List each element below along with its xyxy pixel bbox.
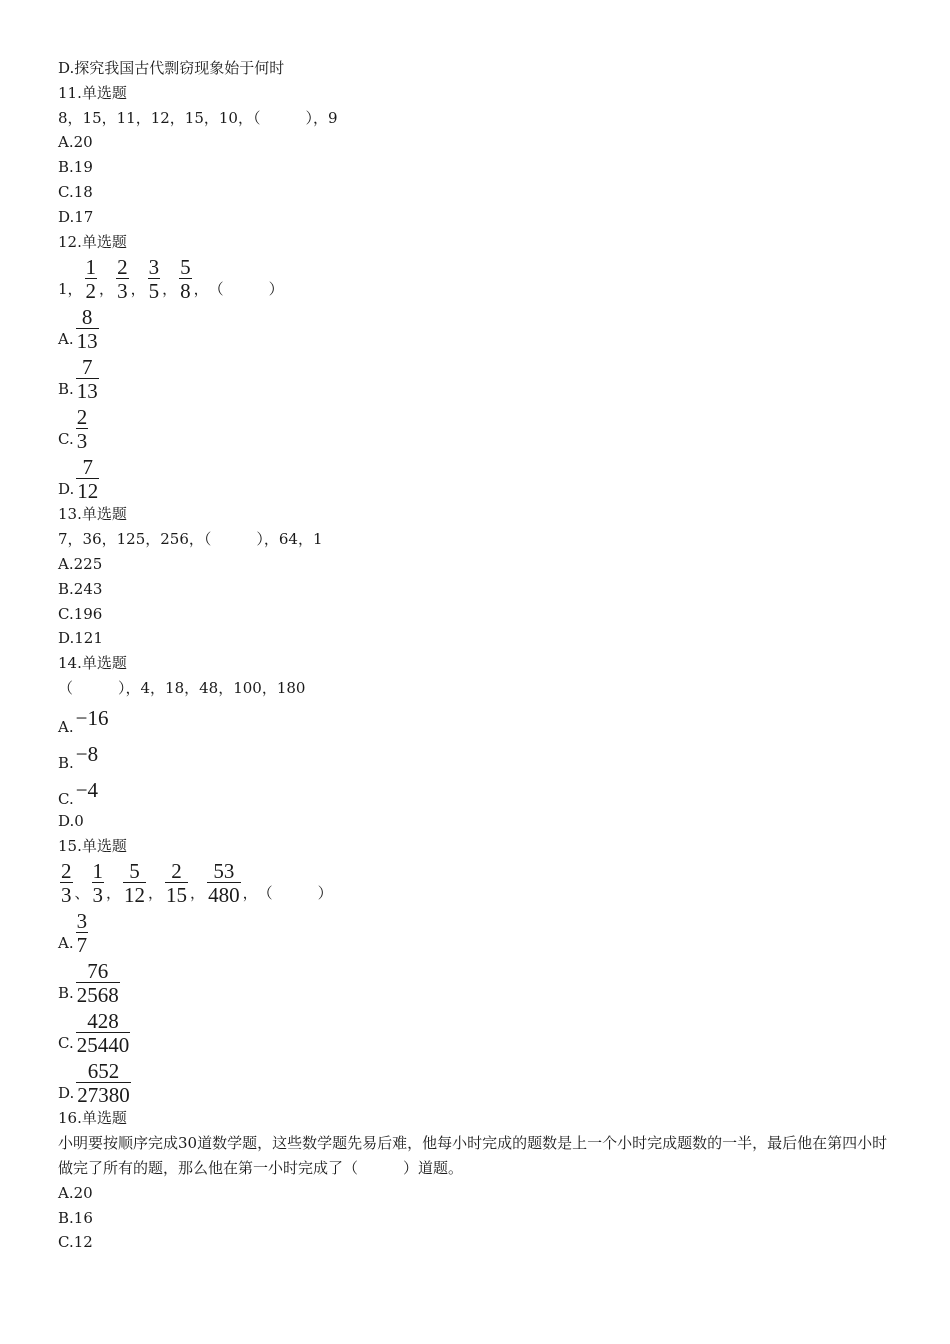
q15-option-c[interactable]: C. $\frac{428}{25440}$ <box>58 1009 130 1058</box>
q12-stem-fraction: $\frac{3}{5}$ <box>148 255 160 304</box>
q12-stem-fraction: $\frac{5}{8}$ <box>180 255 191 304</box>
q11-option-c[interactable]: C.18 <box>58 182 93 201</box>
q15-option-a[interactable]: A. $\frac{3}{7}$ <box>58 909 88 958</box>
q15-option-d-fraction: $\frac{652}{27380}$ <box>77 1059 130 1108</box>
q13-option-d[interactable]: D.121 <box>58 629 103 648</box>
q13-option-c[interactable]: C.196 <box>58 604 103 623</box>
exam-page <box>58 56 898 1255</box>
q11-stem: 8，15，11，12，15，10，（ ），9 <box>58 108 338 127</box>
q15-stem-fraction: $\frac{53}{480}$ <box>208 859 240 908</box>
q12-header: 12.单选题 <box>58 232 127 251</box>
q14-header: 14.单选题 <box>58 654 127 673</box>
q15-option-a-fraction: $\frac{3}{7}$ <box>76 909 88 958</box>
q12-option-a-fraction: $\frac{8}{13}$ <box>76 305 98 354</box>
q14-option-c-value: −4 <box>75 777 99 802</box>
q14-stem: （ ），4，18，48，100，180 <box>58 678 306 697</box>
q14-option-d[interactable]: D.0 <box>58 811 84 830</box>
q11-option-b[interactable]: B.19 <box>58 158 93 177</box>
q12-option-b-fraction: $\frac{7}{13}$ <box>76 355 98 404</box>
q16-header: 16.单选题 <box>58 1109 127 1128</box>
q13-option-b[interactable]: B.243 <box>58 579 103 598</box>
q12-stem-fraction: $\frac{1}{2}$ <box>85 255 97 304</box>
q16-stem: 小明要按顺序完成30道数学题，这些数学题先易后难，他每小时完成的题数是上一个小时完成题数的一半，最后他在第四小时做完了所有的题，那么他在第一小时完成了（ ）道题。 <box>58 1134 888 1177</box>
q15-stem-fraction: $\frac{1}{3}$ <box>92 859 104 908</box>
q13-option-a[interactable]: A.225 <box>58 554 103 573</box>
q15-stem: $\frac{2}{3}$ 、 $\frac{1}{3}$ ， $\frac{5}{12}$ ， $\frac{2}{15}$ ， $\frac{53}{480}$ ， （ ） <box>61 859 333 908</box>
q15-header: 15.单选题 <box>58 836 127 855</box>
q16-option-b[interactable]: B.16 <box>58 1208 93 1227</box>
q12-option-d[interactable]: D. $\frac{7}{12}$ <box>58 455 99 504</box>
q14-option-c[interactable]: C. −4 <box>58 777 99 808</box>
q14-option-b-value: −8 <box>75 741 99 766</box>
q12-stem: 1， $\frac{1}{2}$ ， $\frac{2}{3}$ ， $\frac{3}{5}$ ， $\frac{5}{8}$ ， （ ） <box>58 255 284 304</box>
q12-option-c-fraction: $\frac{2}{3}$ <box>76 405 88 454</box>
q13-header: 13.单选题 <box>58 505 127 524</box>
q11-option-a[interactable]: A.20 <box>58 133 93 152</box>
q15-stem-fraction: $\frac{2}{3}$ <box>61 859 72 908</box>
q12-stem-prefix: 1， <box>58 280 83 299</box>
q13-stem: 7，36，125，256，（ ），64，1 <box>58 530 323 549</box>
q16-option-c[interactable]: C.12 <box>58 1233 93 1252</box>
q12-option-a[interactable]: A. $\frac{8}{13}$ <box>58 305 98 354</box>
q12-stem-fraction: $\frac{2}{3}$ <box>117 255 128 304</box>
q15-stem-fraction: $\frac{5}{12}$ <box>124 859 146 908</box>
q15-option-b[interactable]: B. $\frac{76}{2568}$ <box>58 959 119 1008</box>
q15-stem-fraction: $\frac{2}{15}$ <box>166 859 188 908</box>
q16-option-a[interactable]: A.20 <box>58 1183 93 1202</box>
q15-option-c-fraction: $\frac{428}{25440}$ <box>76 1009 130 1058</box>
q11-option-d[interactable]: D.17 <box>58 207 94 226</box>
q10-option-d: D.探究我国古代剽窃现象始于何时 <box>58 59 285 77</box>
q14-option-a-value: −16 <box>75 705 109 730</box>
q15-stem-blank: （ ） <box>257 884 333 903</box>
q14-option-b[interactable]: B. −8 <box>58 741 99 772</box>
q14-option-a[interactable]: A. −16 <box>58 705 109 736</box>
q11-header: 11.单选题 <box>58 83 127 102</box>
q12-option-d-fraction: $\frac{7}{12}$ <box>77 455 99 504</box>
q15-option-b-fraction: $\frac{76}{2568}$ <box>76 959 119 1008</box>
q12-option-b[interactable]: B. $\frac{7}{13}$ <box>58 355 98 404</box>
q12-stem-blank: （ ） <box>208 280 284 299</box>
q12-option-c[interactable]: C. $\frac{2}{3}$ <box>58 405 88 454</box>
q15-option-d[interactable]: D. $\frac{652}{27380}$ <box>58 1059 130 1108</box>
